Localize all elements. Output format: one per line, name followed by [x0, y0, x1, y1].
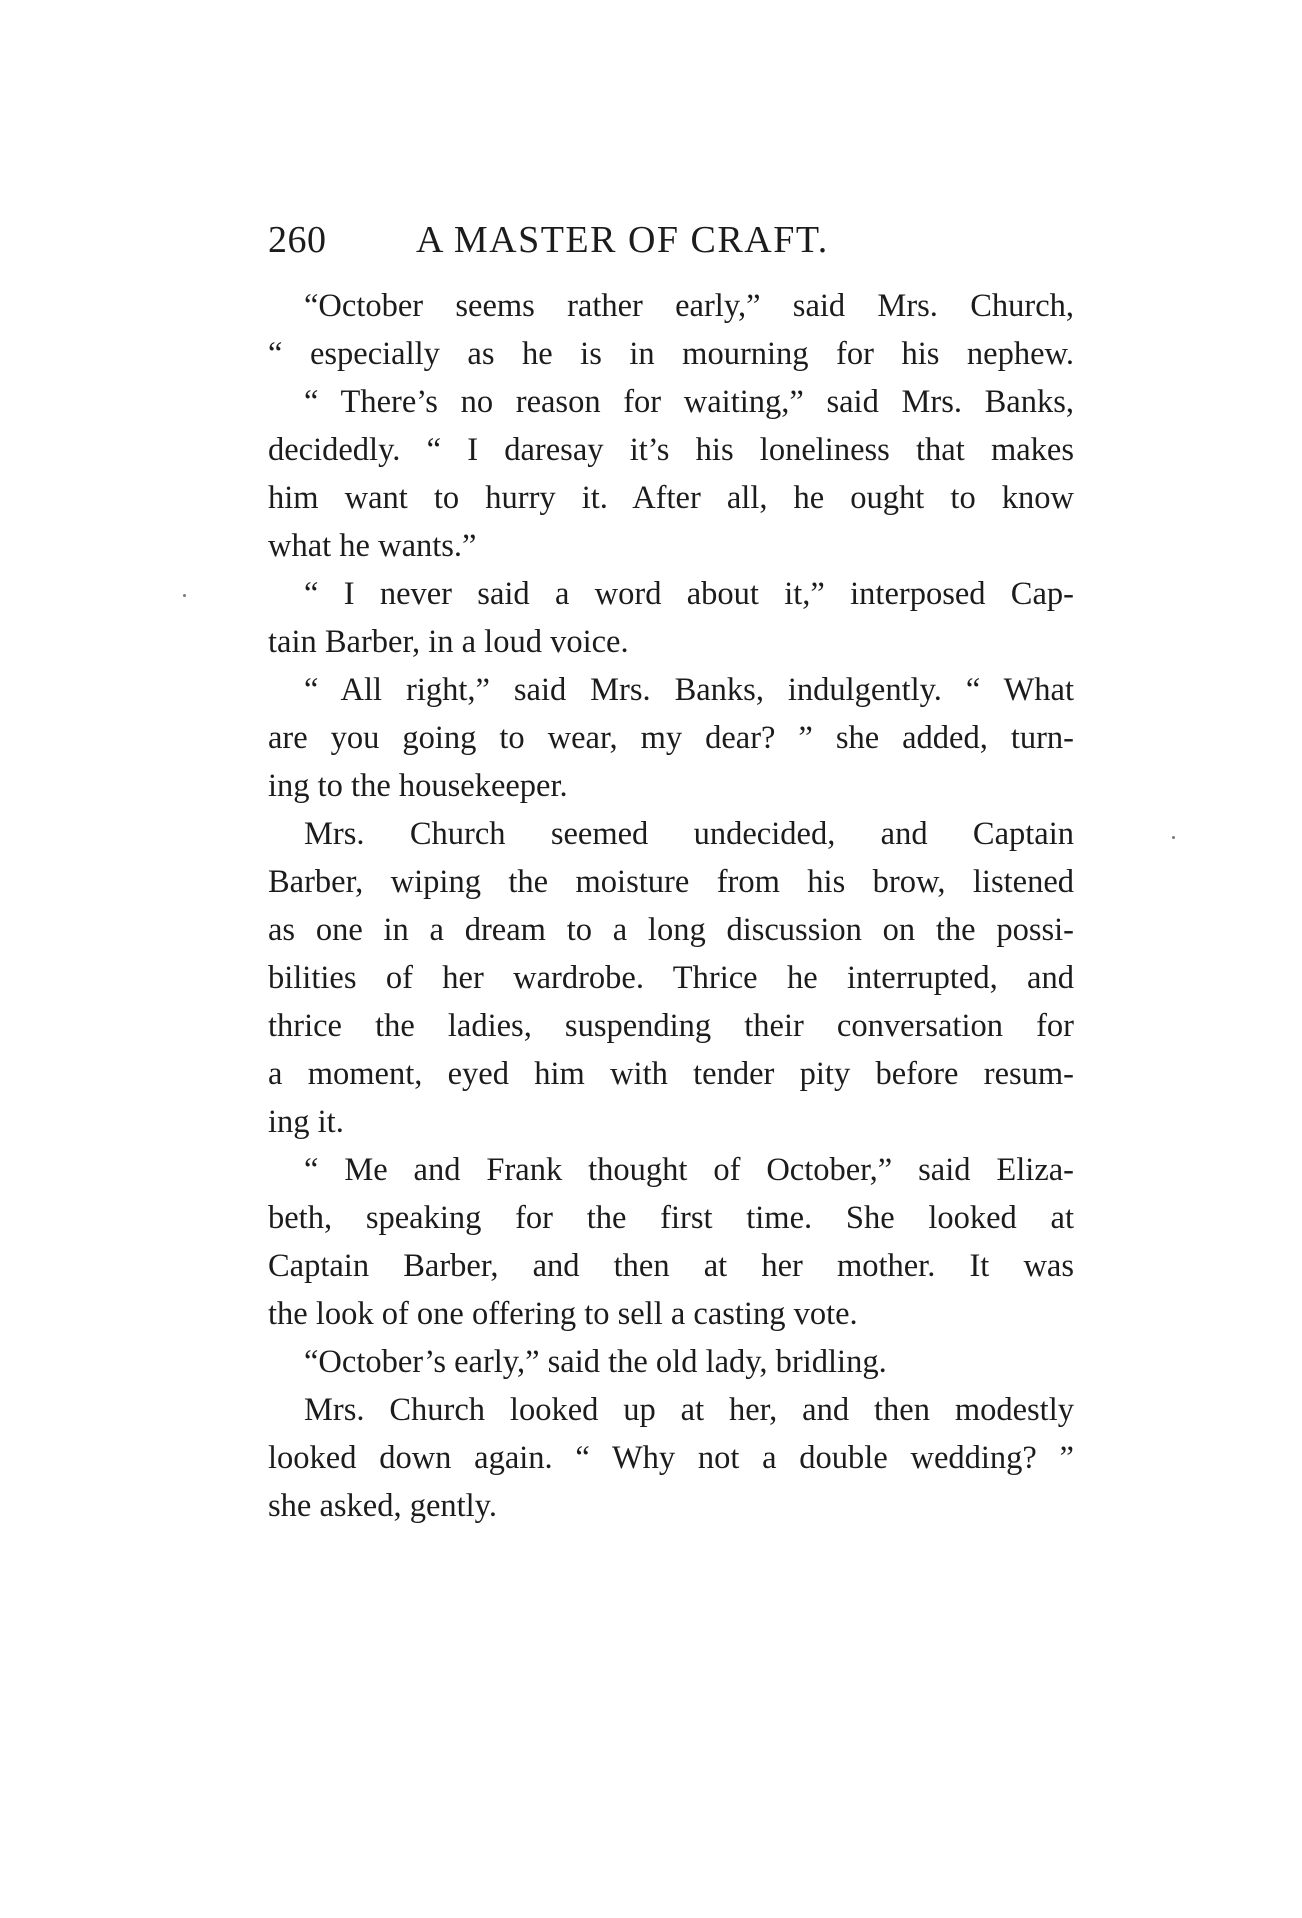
- scan-speck: [183, 594, 186, 597]
- text-line: ing it.: [268, 1104, 344, 1140]
- text-line: ing to the housekeeper.: [268, 768, 568, 804]
- text-line: Mrs. Church seemed undecided, and Captain: [304, 816, 1074, 852]
- text-line: the look of one offering to sell a casting vote.: [268, 1296, 858, 1332]
- text-line: tain Barber, in a loud voice.: [268, 624, 629, 660]
- text-line: “ All right,” said Mrs. Banks, indulgently. “ What: [304, 672, 1074, 708]
- text-line: “ There’s no reason for waiting,” said Mrs. Banks,: [304, 384, 1074, 420]
- text-line: “ Me and Frank thought of October,” said Eliza-: [304, 1152, 1074, 1188]
- text-line: a moment, eyed him with tender pity before resum-: [268, 1056, 1074, 1092]
- text-line: decidedly. “ I daresay it’s his loneliness that makes: [268, 432, 1074, 468]
- page-number: 260: [268, 219, 327, 261]
- page-header: [268, 212, 1078, 268]
- text-line: as one in a dream to a long discussion on the possi-: [268, 912, 1074, 948]
- text-line: bilities of her wardrobe. Thrice he interrupted, and: [268, 960, 1074, 996]
- text-line: are you going to wear, my dear? ” she added, turn-: [268, 720, 1074, 756]
- text-line: him want to hurry it. After all, he ought to know: [268, 480, 1074, 516]
- text-line: Captain Barber, and then at her mother. It was: [268, 1248, 1074, 1284]
- text-line: “October’s early,” said the old lady, bridling.: [304, 1344, 887, 1380]
- running-title: A MASTER OF CRAFT.: [416, 219, 829, 261]
- text-line: beth, speaking for the first time. She looked at: [268, 1200, 1074, 1236]
- text-line: “ I never said a word about it,” interposed Cap-: [304, 576, 1074, 612]
- scan-speck: [1172, 836, 1175, 839]
- text-line: Barber, wiping the moisture from his brow, listened: [268, 864, 1074, 900]
- text-line: “ especially as he is in mourning for his nephew.: [268, 336, 1074, 372]
- text-line: looked down again. “ Why not a double wedding? ”: [268, 1440, 1074, 1476]
- text-line: she asked, gently.: [268, 1488, 497, 1524]
- body-text: [268, 282, 1074, 1530]
- text-line: what he wants.”: [268, 528, 477, 564]
- text-line: thrice the ladies, suspending their conversation for: [268, 1008, 1074, 1044]
- text-line: Mrs. Church looked up at her, and then modestly: [304, 1392, 1074, 1428]
- text-line: “October seems rather early,” said Mrs. Church,: [304, 288, 1074, 324]
